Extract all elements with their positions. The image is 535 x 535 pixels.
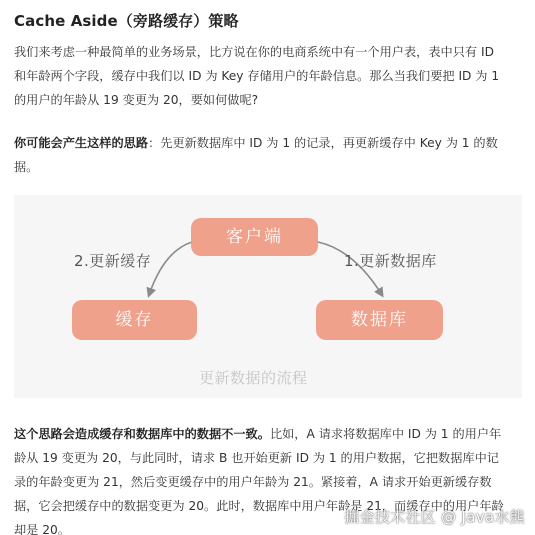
idea-paragraph bbox=[14, 131, 524, 179]
problem-line: 龄从 19 变更为 20，与此同时，请求 B 也开始更新 ID 为 1 的用户数据，它把数据库中记 bbox=[14, 451, 499, 465]
update-db-label: 1.更新数据库 bbox=[344, 252, 437, 270]
watermark: 掘金技术社区 @ Java水熊 bbox=[344, 508, 525, 526]
problem-line: 据，它会把缓存中的数据变更为 20。此时，数据库中用户年龄是 21，而缓存中的用户年龄 bbox=[14, 499, 504, 513]
arrow-to-cache bbox=[149, 242, 192, 295]
intro-line: 我们来考虑一种最简单的业务场景，比方说在你的电商系统中有一个用户表，表中只有 ID bbox=[14, 45, 494, 59]
idea-line: 据。 bbox=[14, 160, 39, 174]
problem-line bbox=[14, 422, 524, 446]
intro-line: 的用户的年龄从 19 变更为 20，要如何做呢? bbox=[14, 93, 259, 107]
intro-line: 和年龄两个字段，缓存中我们以 ID 为 Key 存储用户的年龄信息。那么当我们要把 ID 为 1 bbox=[14, 69, 500, 83]
problem-text: 比如，A 请求将数据库中 ID 为 1 的用户年 bbox=[269, 427, 502, 441]
idea-text: ：先更新数据库中 ID 为 1 的记录，再更新缓存中 Key 为 1 的数 bbox=[148, 136, 498, 150]
idea-label: 你可能会产生这样的思路 bbox=[14, 136, 149, 150]
problem-line: 录的年龄变更为 21，然后变更缓存中的用户年龄为 21。紧接着，A 请求开始更新缓存数 bbox=[14, 475, 492, 489]
update-flow-diagram bbox=[14, 195, 522, 398]
idea-line bbox=[14, 131, 524, 155]
problem-label: 这个思路会造成缓存和数据库中的数据不一致。 bbox=[14, 427, 270, 441]
cache-box: 缓存 bbox=[72, 300, 197, 340]
diagram-caption: 更新数据的流程 bbox=[199, 369, 308, 387]
client-box: 客户端 bbox=[191, 218, 318, 256]
update-cache-label: 2.更新缓存 bbox=[74, 252, 152, 270]
problem-line: 却是 20。 bbox=[14, 523, 70, 535]
database-box: 数据库 bbox=[316, 300, 443, 340]
article-title: Cache Aside（旁路缓存）策略 bbox=[14, 12, 239, 30]
intro-paragraph bbox=[14, 40, 524, 112]
